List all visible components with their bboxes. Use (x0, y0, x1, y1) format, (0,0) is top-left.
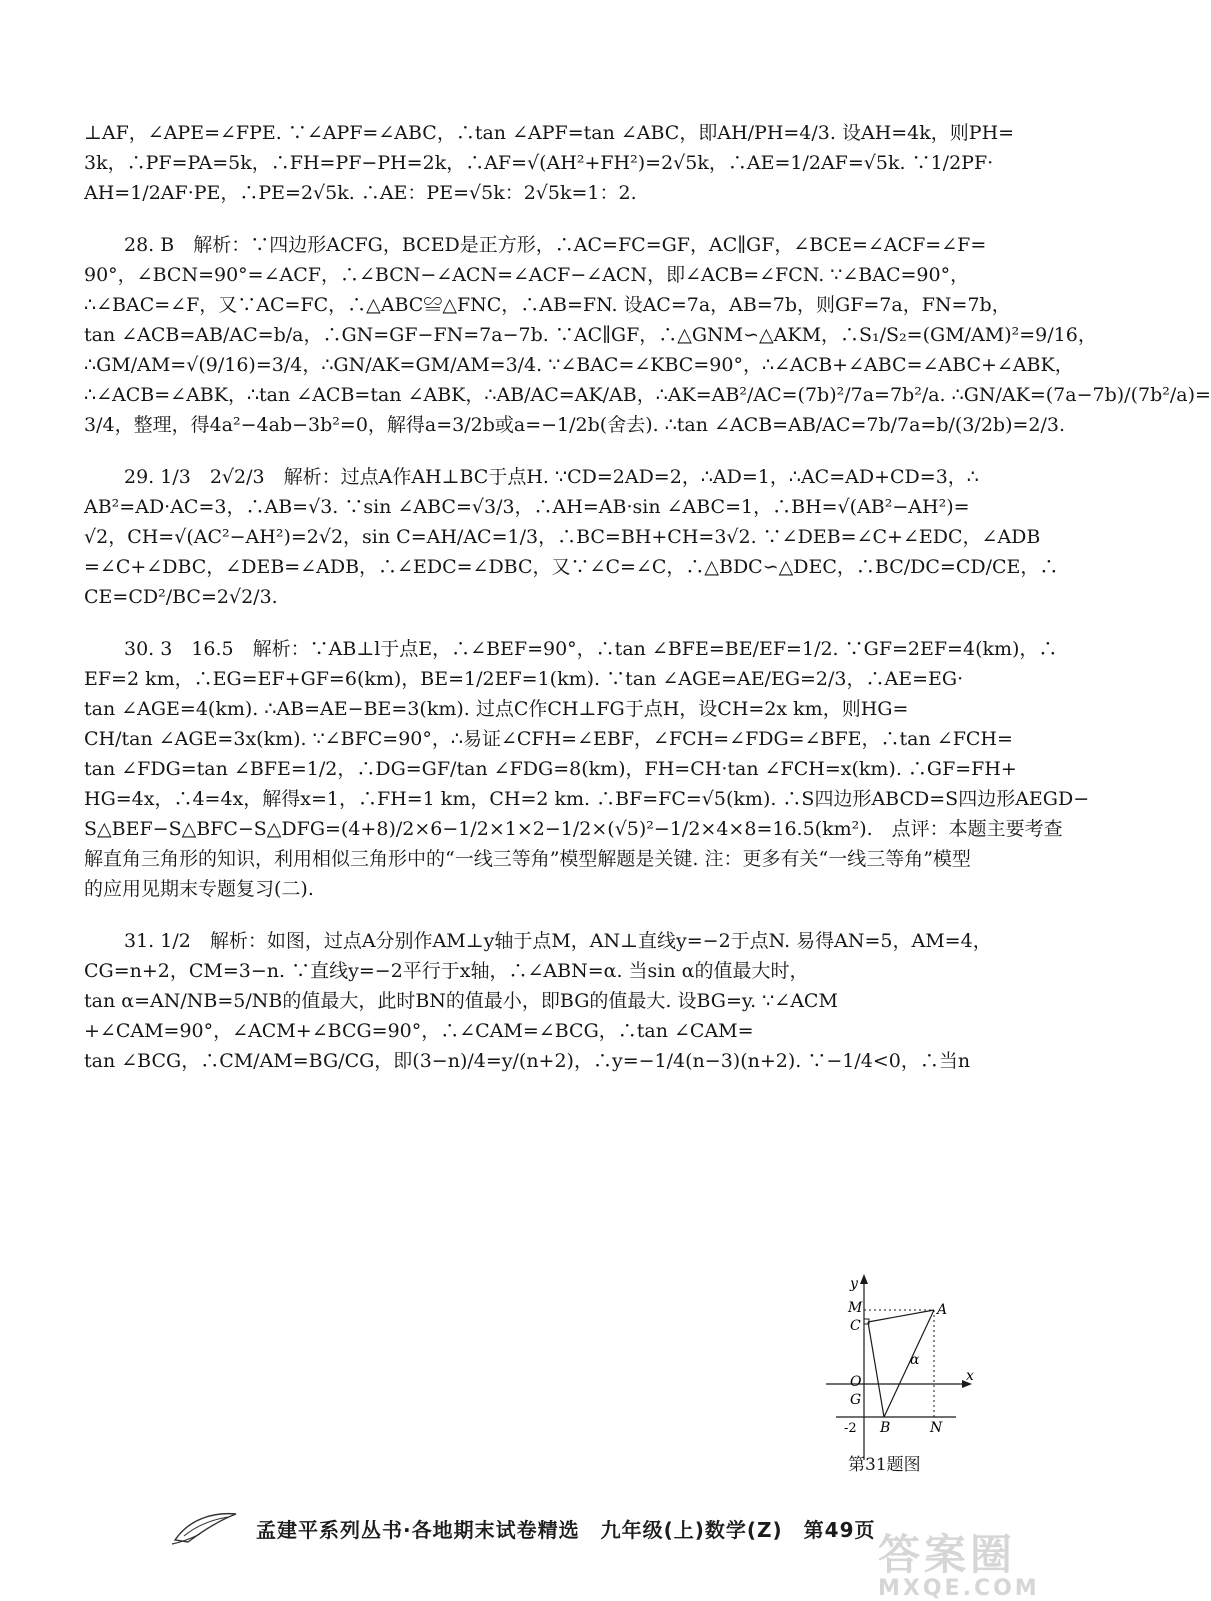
text-line: HG=4x，∴4=4x，解得x=1，∴FH=1 km，CH=2 km. ∴BF=FC=√5(km). ∴S四边形ABCD=S四边形AEGD− (84, 788, 1090, 810)
text-line: CE=CD²/BC=2√2/3. (84, 586, 278, 608)
text-line: =∠C+∠DBC，∠DEB=∠ADB，∴∠EDC=∠DBC，又∵∠C=∠C，∴△BDC∽△DEC，∴BC/DC=CD/CE，∴ (84, 556, 1059, 578)
text-line: ∴∠BAC=∠F，又∵AC=FC，∴△ABC≌△FNC，∴AB=FN. 设AC=7a，AB=7b，则GF=7a，FN=7b， (84, 294, 1011, 316)
text-line: √2，CH=√(AC²−AH²)=2√2，sin C=AH/AC=1/3，∴BC=BH+CH=3√2. ∵∠DEB=∠C+∠EDC，∠ADB (84, 526, 1041, 548)
quill-logo-icon (170, 1508, 240, 1548)
figure-label-neg2: -2 (844, 1421, 857, 1436)
text-line: ⊥AF，∠APE=∠FPE. ∵∠APF=∠ABC，∴tan ∠APF=tan ∠ABC，即AH/PH=4/3. 设AH=4k，则PH= (84, 122, 1015, 144)
text-line: EF=2 km，∴EG=EF+GF=6(km)，BE=1/2EF=1(km). ∵tan ∠AGE=AE/EG=2/3，∴AE=EG· (84, 668, 964, 690)
watermark (878, 1522, 1078, 1601)
text-line: 90°，∠BCN=90°=∠ACF，∴∠BCN−∠ACN=∠ACF−∠ACN，即∠ACB=∠FCN. ∵∠BAC=90°， (84, 264, 970, 286)
text-line: CH/tan ∠AGE=3x(km). ∵∠BFC=90°，∴易证∠CFH=∠EBF，∠FCH=∠FDG=∠BFE，∴tan ∠FCH= (84, 728, 1013, 750)
text-line: AB²=AD·AC=3，∴AB=√3. ∵sin ∠ABC=√3/3，∴AH=AB·sin ∠ABC=1，∴BH=√(AB²−AH²)= (84, 496, 970, 518)
problem-29-start: 29. 1/3 2√2/3 解析：过点A作AH⊥BC于点H. ∵CD=2AD=2，∴AD=1，∴AC=AD+CD=3，∴ (124, 466, 979, 488)
problem-28-start: 28. B 解析：∵四边形ACFG，BCED是正方形，∴AC=FC=GF，AC∥GF，∠BCE=∠ACF=∠F= (124, 234, 987, 256)
figure-label-A: A (937, 1302, 948, 1318)
text-line: tan ∠AGE=4(km). ∴AB=AE−BE=3(km). 过点C作CH⊥FG于点H，设CH=2x km，则HG= (84, 698, 909, 720)
footer-text: 孟建平系列丛书·各地期末试卷精选 九年级(上)数学(Z) 第49页 (256, 1517, 876, 1542)
text-line: +∠CAM=90°，∠ACM+∠BCG=90°，∴∠CAM=∠BCG，∴tan ∠CAM= (84, 1020, 754, 1042)
text-line: tan ∠ACB=AB/AC=b/a，∴GN=GF−FN=7a−7b. ∵AC∥GF，∴△GNM∽△AKM，∴S₁/S₂=(GM/AM)²=9/16， (84, 324, 1097, 346)
watermark-sub: MXQE.COM (878, 1576, 1040, 1601)
problem-30-start: 30. 3 16.5 解析：∵AB⊥l于点E，∴∠BEF=90°，∴tan ∠BFE=BE/EF=1/2. ∵GF=2EF=4(km)，∴ (124, 638, 1058, 660)
solution-text (84, 118, 1211, 1076)
text-line: 解直角三角形的知识，利用相似三角形中的“一线三等角”模型解题是关键. 注：更多有关“一线三等角”模型 (84, 848, 971, 870)
text-line: tan ∠BCG，∴CM/AM=BG/CG，即(3−n)/4=y/(n+2)，∴y=−1/4(n−3)(n+2). ∵−1/4<0，∴当n (84, 1050, 971, 1072)
figure-label-M: M (848, 1300, 863, 1316)
figure-label-B: B (880, 1420, 891, 1436)
figure-label-C: C (850, 1318, 861, 1334)
text-line: 3/4，整理，得4a²−4ab−3b²=0，解得a=3/2b或a=−1/2b(舍去). ∴tan ∠ACB=AB/AC=7b/7a=b/(3/2b)=2/3. (84, 414, 1066, 436)
text-line: ∴GM/AM=√(9/16)=3/4，∴GN/AK=GM/AM=3/4. ∵∠BAC=∠KBC=90°，∴∠ACB+∠ABC=∠ABC+∠ABK， (84, 354, 1074, 376)
figure-label-G: G (850, 1392, 862, 1408)
text-line: 的应用见期末专题复习(二). (84, 878, 314, 900)
problem-31-start: 31. 1/2 解析：如图，过点A分别作AM⊥y轴于点M，AN⊥直线y=−2于点N. 易得AN=5，AM=4， (124, 930, 992, 952)
figure-label-y: y (850, 1276, 858, 1292)
text-line: tan α=AN/NB=5/NB的值最大，此时BN的值最小，即BG的值最大. 设BG=y. ∵∠ACM (84, 990, 838, 1012)
figure-label-N: N (930, 1420, 943, 1436)
watermark-main: 答案圈 (878, 1530, 1017, 1579)
figure-label-alpha: α (910, 1352, 920, 1368)
text-line: S△BEF−S△BFC−S△DFG=(4+8)/2×6−1/2×1×2−1/2×(√5)²−1/2×4×8=16.5(km²). 点评：本题主要考查 (84, 818, 1063, 840)
figure-label-x: x (966, 1368, 974, 1384)
text-line: 3k，∴PF=PA=5k，∴FH=PF−PH=2k，∴AF=√(AH²+FH²)=2√5k，∴AE=1/2AF=√5k. ∵1/2PF· (84, 152, 994, 174)
text-line: CG=n+2，CM=3−n. ∵直线y=−2平行于x轴，∴∠ABN=α. 当sin α的值最大时， (84, 960, 809, 982)
text-line: AH=1/2AF·PE，∴PE=2√5k. ∴AE：PE=√5k：2√5k=1：2. (84, 182, 637, 204)
text-line: tan ∠FDG=tan ∠BFE=1/2，∴DG=GF/tan ∠FDG=8(km)，FH=CH·tan ∠FCH=x(km). ∴GF=FH+ (84, 758, 1017, 780)
text-line: ∴∠ACB=∠ABK，∴tan ∠ACB=tan ∠ABK，∴AB/AC=AK/AB，∴AK=AB²/AC=(7b)²/7a=7b²/a. ∴GN/AK=(7a−7b)/(7b²/a)= (84, 384, 1211, 406)
figure-caption: 第31题图 (848, 1455, 921, 1475)
figure-31-diagram (806, 1270, 976, 1470)
figure-label-O: O (850, 1374, 862, 1390)
